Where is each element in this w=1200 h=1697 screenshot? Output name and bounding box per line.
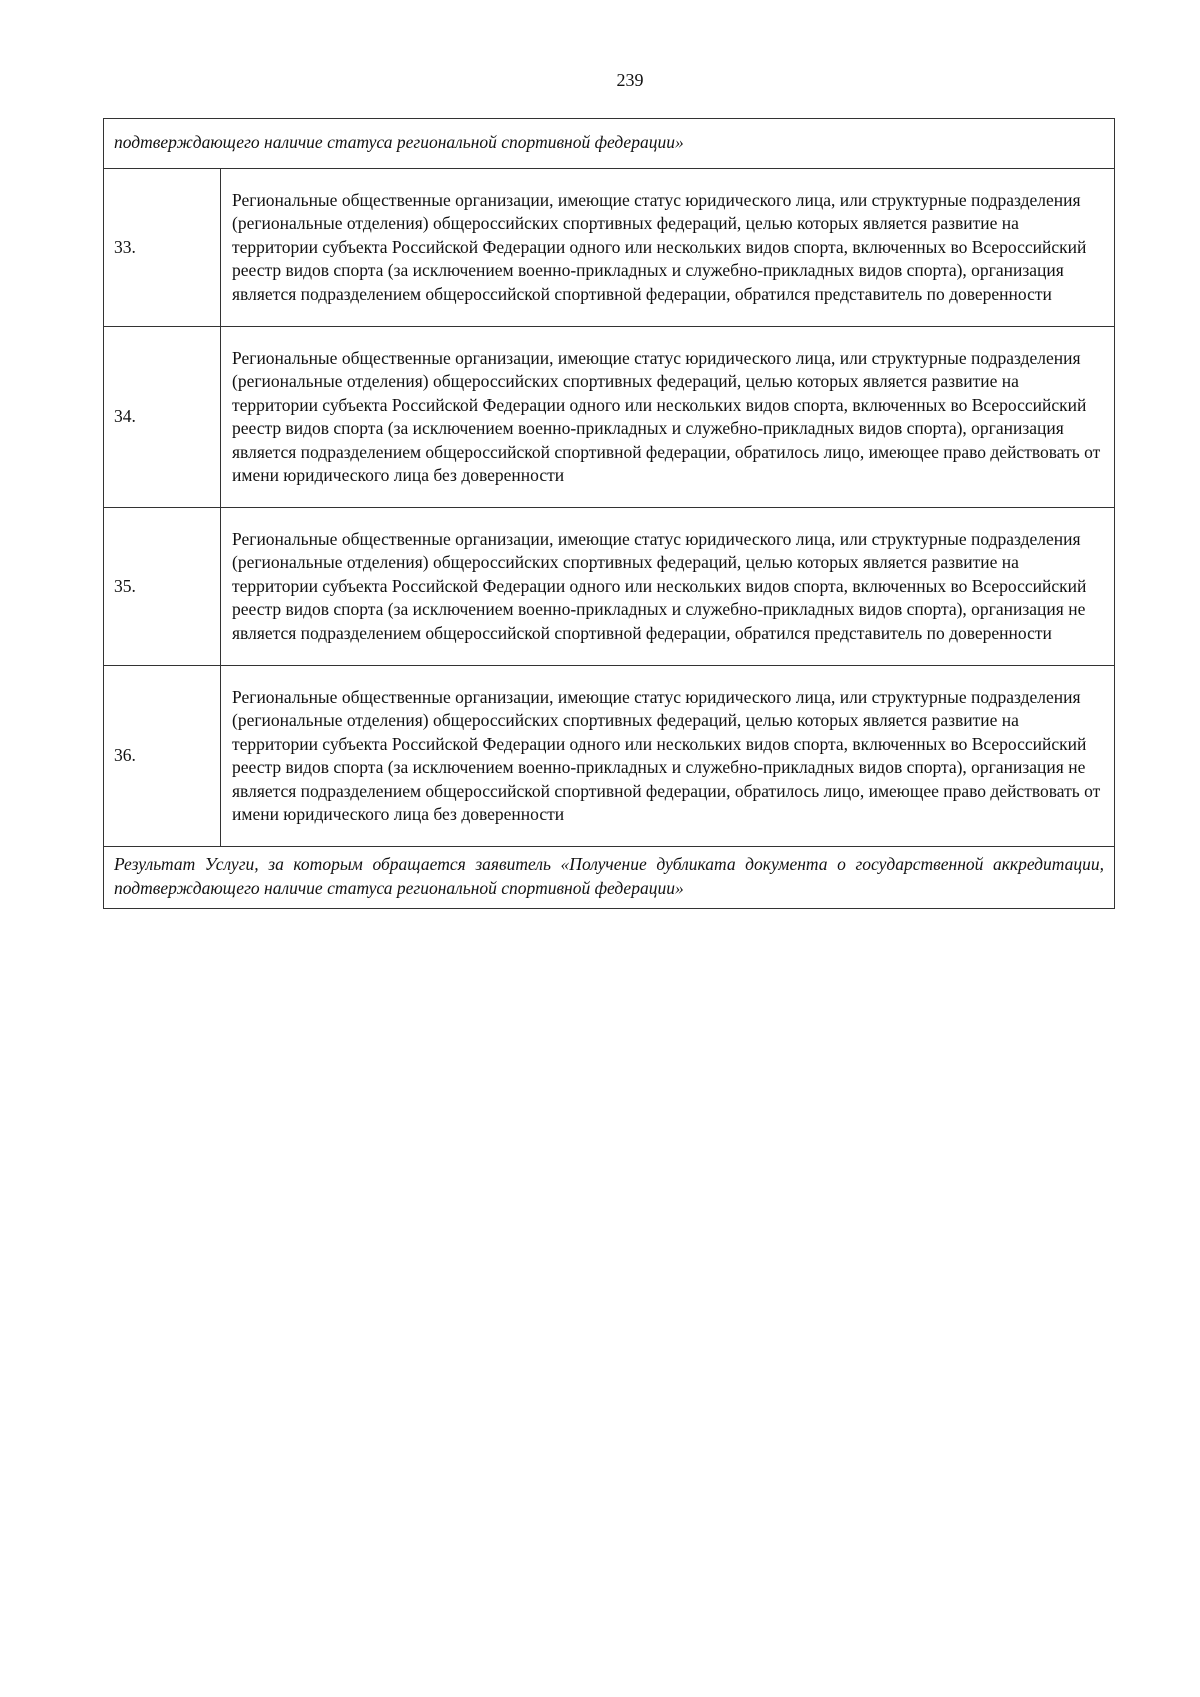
table-row	[104, 666, 1115, 847]
result-row-text: Результат Услуги, за которым обращается заявитель «Получение дубликата документа о государственной аккредитации, подтверждающего наличие статуса региональной спортивной федерации»	[104, 847, 1115, 909]
table-row	[104, 169, 1115, 327]
row-number: 35.	[104, 508, 221, 666]
row-text: Региональные общественные организации, имеющие статус юридического лица, или структурные подразделения (региональные отделения) общероссийских спортивных федераций, целью которых является развитие на территории субъекта Российской Федерации одного или нескольких видов спорта, включенных во Всероссийский реестр видов спорта (за исключением военно-прикладных и служебно-прикладных видов спорта), организация является подразделением общероссийской спортивной федерации, обратился представитель по доверенности	[221, 169, 1115, 327]
row-text: Региональные общественные организации, имеющие статус юридического лица, или структурные подразделения (региональные отделения) общероссийских спортивных федераций, целью которых является развитие на территории субъекта Российской Федерации одного или нескольких видов спорта, включенных во Всероссийский реестр видов спорта (за исключением военно-прикладных и служебно-прикладных видов спорта), организация является подразделением общероссийской спортивной федерации, обратилось лицо, имеющее право действовать от имени юридического лица без доверенности	[221, 327, 1115, 508]
header-row-text: подтверждающего наличие статуса региональной спортивной федерации»	[104, 119, 1115, 169]
row-number: 33.	[104, 169, 221, 327]
row-number: 34.	[104, 327, 221, 508]
row-text: Региональные общественные организации, имеющие статус юридического лица, или структурные подразделения (региональные отделения) общероссийских спортивных федераций, целью которых является развитие на территории субъекта Российской Федерации одного или нескольких видов спорта, включенных во Всероссийский реестр видов спорта (за исключением военно-прикладных и служебно-прикладных видов спорта), организация не является подразделением общероссийской спортивной федерации, обратилось лицо, имеющее право действовать от имени юридического лица без доверенности	[221, 666, 1115, 847]
row-text: Региональные общественные организации, имеющие статус юридического лица, или структурные подразделения (региональные отделения) общероссийских спортивных федераций, целью которых является развитие на территории субъекта Российской Федерации одного или нескольких видов спорта, включенных во Всероссийский реестр видов спорта (за исключением военно-прикладных и служебно-прикладных видов спорта), организация не является подразделением общероссийской спортивной федерации, обратился представитель по доверенности	[221, 508, 1115, 666]
table-row	[104, 327, 1115, 508]
row-number: 36.	[104, 666, 221, 847]
document-table	[103, 118, 1115, 909]
page-number: 239	[616, 70, 644, 90]
table-result-row	[104, 847, 1115, 909]
table-row	[104, 508, 1115, 666]
table-header-row	[104, 119, 1115, 169]
